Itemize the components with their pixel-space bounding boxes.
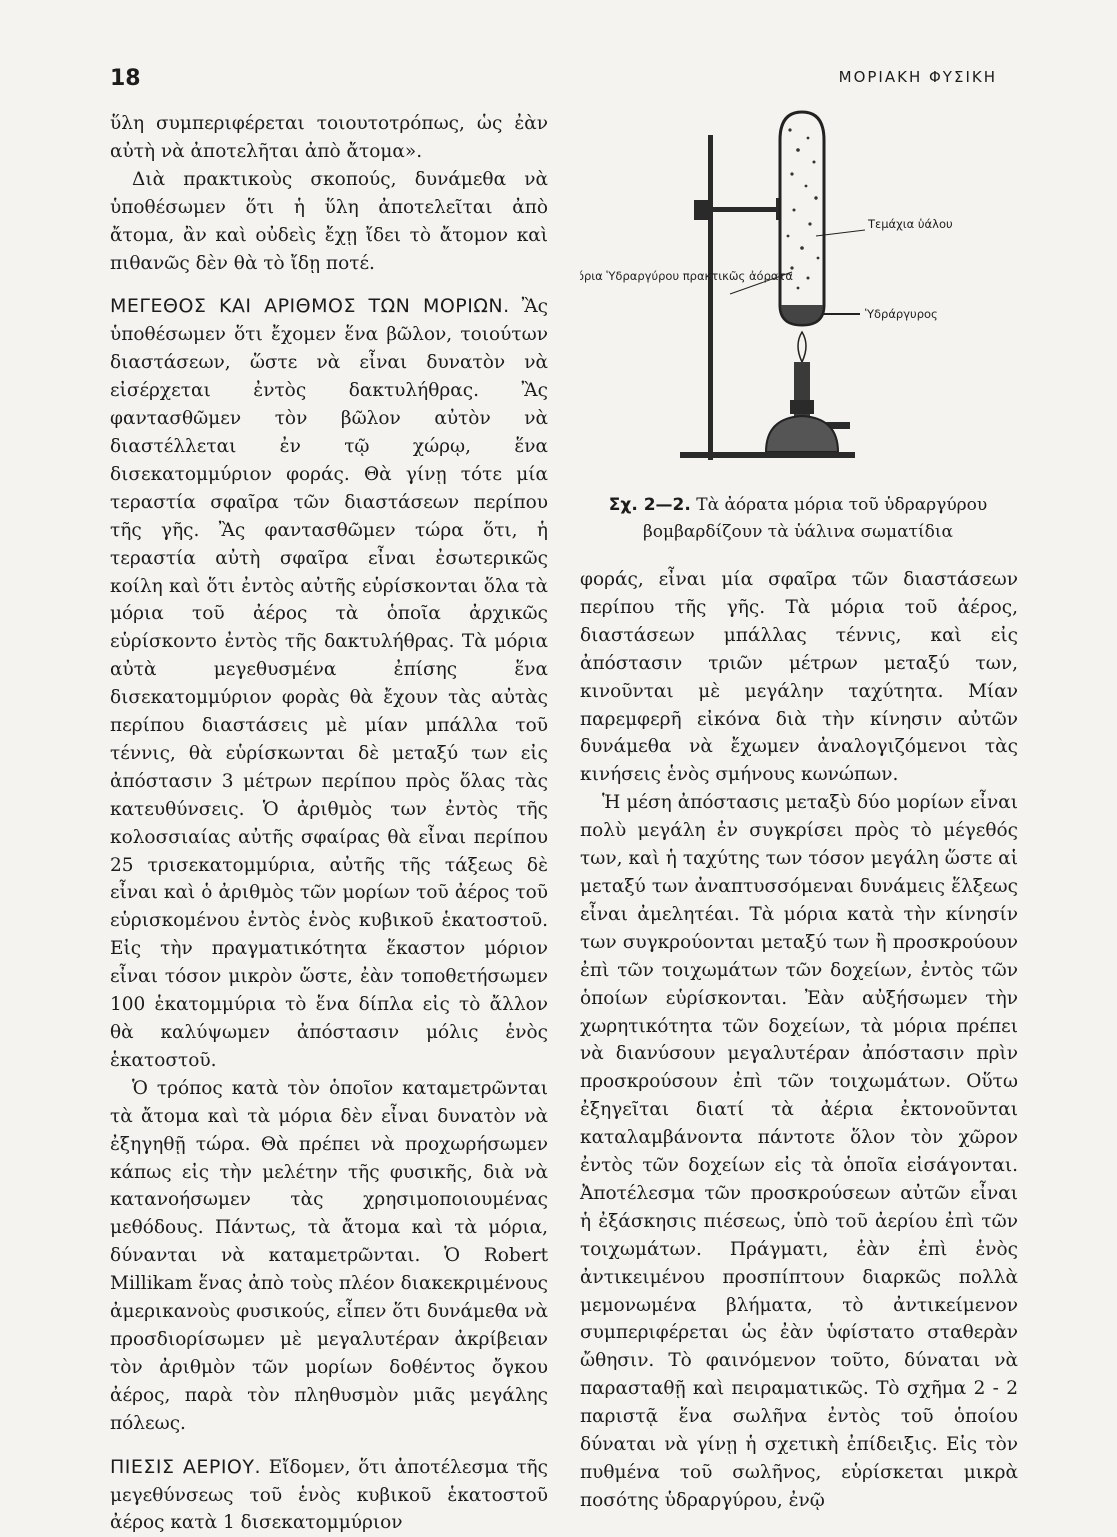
paragraph: φοράς, εἶναι μία σφαῖρα τῶν διαστάσεων περίπου τῆς γῆς. Τὰ μόρια τοῦ ἀέρος, διαστάσεων μπάλλας τέννις, καὶ εἰς ἀπόστασιν τριῶν μέτρων μεταξύ των, κινοῦνται μὲ μεγάλην ταχύτητα. Μίαν παρεμφερῆ εἰκόνα διὰ τὴν κίνησιν αὐτῶν δυνάμεθα νὰ ἔχωμεν ἀναλογιζόμενοι τὰς κινήσεις ἑνὸς σμήνους κωνώπων. xyxy=(580,569,1018,786)
section-heading: ΠΙΕΣΙΣ ΑΕΡΙΟΥ. xyxy=(110,1455,262,1478)
page-number: 18 xyxy=(110,66,141,91)
running-title: ΜΟΡΙΑΚΗ ΦΥΣΙΚΗ xyxy=(838,68,997,86)
clamp-arm xyxy=(713,207,785,212)
paragraph: ὕλη συμπεριφέρεται τοιουτοτρόπως, ὡς ἐὰν αὐτὴ νὰ ἀποτελῆται ἀπὸ ἄτομα». xyxy=(110,113,548,162)
right-column xyxy=(580,566,1018,1515)
section-paragraph xyxy=(110,1454,548,1537)
flame xyxy=(798,332,806,362)
glass-tube xyxy=(780,112,824,325)
paragraph: Ἡ μέση ἀπόστασις μεταξὺ δύο μορίων εἶναι πολὺ μεγάλη ἐν συγκρίσει πρὸς τὸ μέγεθός των, καὶ ἡ ταχύτης των τόσον μεγάλη ὥστε αἱ μεταξύ των ἀναπτυσσόμεναι δυνάμεις ἕλξεως εἶναι ἀμελητέαι. Τὰ μόρια κατὰ τὴν κίνησίν των συγκρούονται μεταξύ των ἢ προσκρούουν ἐπὶ τῶν τοιχωμάτων τῶν δοχείων, ἐντὸς τῶν ὁποίων εὑρίσκονται. Ἐὰν αὐξήσωμεν τὴν χωρητικότητα τῶν δοχείων, τὰ μόρια πρέπει νὰ διανύσουν μεγαλυτέραν ἀπόστασιν πρὶν προσκρούσουν ἐπὶ τῶν τοιχωμάτων. Οὕτω ἐξηγεῖται διατί τὰ ἀέρια ἐκτονοῦνται καταλαμβάνοντα πάντοτε ὅλον τὸν χῶρον ἐντὸς τῶν δοχείων εἰς τὰ ὁποῖα εἰσάγονται. Ἀποτέλεσμα τῶν προσκρούσεων αὐτῶν εἶναι ἡ ἐξάσκησις πιέσεως, ὑπὸ τοῦ ἀερίου ἐπὶ τῶν τοιχωμάτων. Πράγματι, ἐὰν ἐπὶ ἑνὸς ἀντικειμένου προσπίπτουν διαρκῶς πολλὰ μεμονωμένα βλήματα, τὸ ἀντικείμενον συμπεριφέρεται ὡς ἐὰν ὑφίστατο σταθερὰν ὤθησιν. Τὸ φαινόμενον τοῦτο, δύναται νὰ παρασταθῇ καὶ πειραματικῶς. Τὸ σχῆμα 2 - 2 παριστᾷ ἕνα σωλῆνα ἐντὸς τοῦ ὁποίου δύναται νὰ γίνῃ ἡ σχετικὴ ἐπίδειξις. Εἰς τὸν πυθμένα τοῦ σωλῆνος, εὑρίσκεται μικρὰ ποσότης ὑδραργύρου, ἐνῷ xyxy=(580,792,1018,1511)
figure-caption xyxy=(580,492,1016,546)
stand-base xyxy=(680,452,855,458)
caption-text: Τὰ ἀόρατα μόρια τοῦ ὑδραργύρου βομβαρδίζουν τὰ ὑάλινα σωματίδια xyxy=(642,495,988,542)
section-paragraph xyxy=(110,293,548,1074)
label-mercury: Ὑδράργυρος xyxy=(865,307,938,321)
apparatus-illustration xyxy=(580,100,1010,480)
section-text: Ἂς ὑποθέσωμεν ὅτι ἔχομεν ἕνα βῶλον, τοιούτων διαστάσεων, ὥστε νὰ εἶναι δυνατὸν νὰ εἰσέρχεται ἐντὸς δακτυλήθρας. Ἂς φαντασθῶμεν τὸν βῶλον αὐτὸν νὰ διαστέλλεται ἐν τῷ χώρῳ, ἕνα δισεκατομμύριον φοράς. Θὰ γίνῃ τότε μία τεραστία σφαῖρα τῶν διαστάσεων περίπου τῆς γῆς. Ἂς φαντασθῶμεν τώρα ὅτι, ἡ τεραστία αὐτὴ σφαῖρα εἶναι ἐσωτερικῶς κοίλη καὶ ὅτι ἐντὸς αὐτῆς εὑρίσκονται ὅλα τὰ μόρια τοῦ ἀέρος τὰ ὁποῖα ἀρχικῶς εὑρίσκοντο ἐντὸς τῆς δακτυλήθρας. Τὰ μόρια αὐτὰ μεγεθυσμένα ἐπίσης ἕνα δισεκατομμύριον φορὰς θὰ ἔχουν τὰς αὐτὰς περίπου διαστάσεις μὲ μίαν μπάλλα τοῦ τέννις, θὰ εὑρίσκωνται δὲ μεταξύ των εἰς ἀπόστασιν 3 μέτρων περίπου πρὸς ὅλας τὰς κατευθύνσεις. Ὁ ἀριθμὸς των ἐντὸς τῆς κολοσσιαίας αὐτῆς σφαίρας θὰ εἶναι περίπου 25 τρισεκατομμύρια, αὐτῆς τῆς τάξεως δὲ εἶναι καὶ ὁ ἀριθμὸς τῶν μορίων τοῦ ἀέρος τοῦ εὑρισκομένου ἐντὸς ἑνὸς κυβικοῦ ἑκατοστοῦ. Εἰς τὴν πραγματικότητα ἕκαστον μόριον εἶναι τόσον μικρὸν ὥστε, ἐὰν τοποθετήσωμεν 100 ἑκατομμύρια τὸ ἕνα δίπλα εἰς τὸ ἄλλον θὰ καλύψωμεν ἀπόστασιν μόλις ἑνὸς ἑκατοστοῦ. xyxy=(110,296,548,1071)
clamp-screw xyxy=(694,200,708,220)
label-mercury-molecules: Μόρια Ὑδραργύρου πρακτικῶς ἀόρατα xyxy=(580,269,793,283)
burner-collar xyxy=(790,400,814,414)
section-heading: ΜΕΓΕΘΟΣ ΚΑΙ ΑΡΙΘΜΟΣ ΤΩΝ ΜΟΡΙΩΝ. xyxy=(110,295,510,318)
stand-rod xyxy=(708,135,713,460)
label-glass-fragments: Τεμάχια ὑάλου xyxy=(868,217,953,231)
section-text: Εἴδομεν, ὅτι ἀποτέλεσμα τῆς μεγεθύνσεως τοῦ ἑνὸς κυβικοῦ ἑκατοστοῦ ἀέρος κατὰ 1 δισεκατομμύριον xyxy=(110,1456,548,1534)
figure-apparatus xyxy=(580,100,1010,480)
paragraph: Διὰ πρακτικοὺς σκοπούς, δυνάμεθα νὰ ὑποθέσωμεν ὅτι ἡ ὕλη ἀποτελεῖται ἀπὸ ἄτομα, ἂν καὶ οὐδεὶς ἔχῃ ἴδει τὸ ἄτομον καὶ πιθανῶς δὲν θὰ τὸ ἴδῃ ποτέ. xyxy=(110,168,548,274)
paragraph: Ὁ τρόπος κατὰ τὸν ὁποῖον καταμετρῶνται τὰ ἄτομα καὶ τὰ μόρια δὲν εἶναι δυνατὸν νὰ ἐξηγηθῇ τώρα. Θὰ πρέπει νὰ προχωρήσωμεν κάπως εἰς τὴν μελέτην τῆς φυσικῆς, διὰ νὰ κατανοήσωμεν τὰς χρησιμοποιουμένας μεθόδους. Πάντως, τὰ ἄτομα καὶ τὰ μόρια, δύνανται νὰ καταμετρῶνται. Ὁ Robert Millikam ἕνας ἀπὸ τοὺς πλέον διακεκριμένους ἀμερικανοὺς φυσικούς, εἶπεν ὅτι δυνάμεθα νὰ προσδιορίσωμεν μὲ μεγαλυτέραν ἀκρίβειαν τὸν ἀριθμὸν τῶν μορίων δοθέντος ὄγκου ἀέρος, παρὰ τὸν πληθυσμὸν μιᾶς μεγάλης πόλεως. xyxy=(110,1077,548,1434)
left-column xyxy=(110,110,548,1537)
burner-base xyxy=(766,416,838,452)
figure-number: Σχ. 2—2. xyxy=(608,495,691,515)
